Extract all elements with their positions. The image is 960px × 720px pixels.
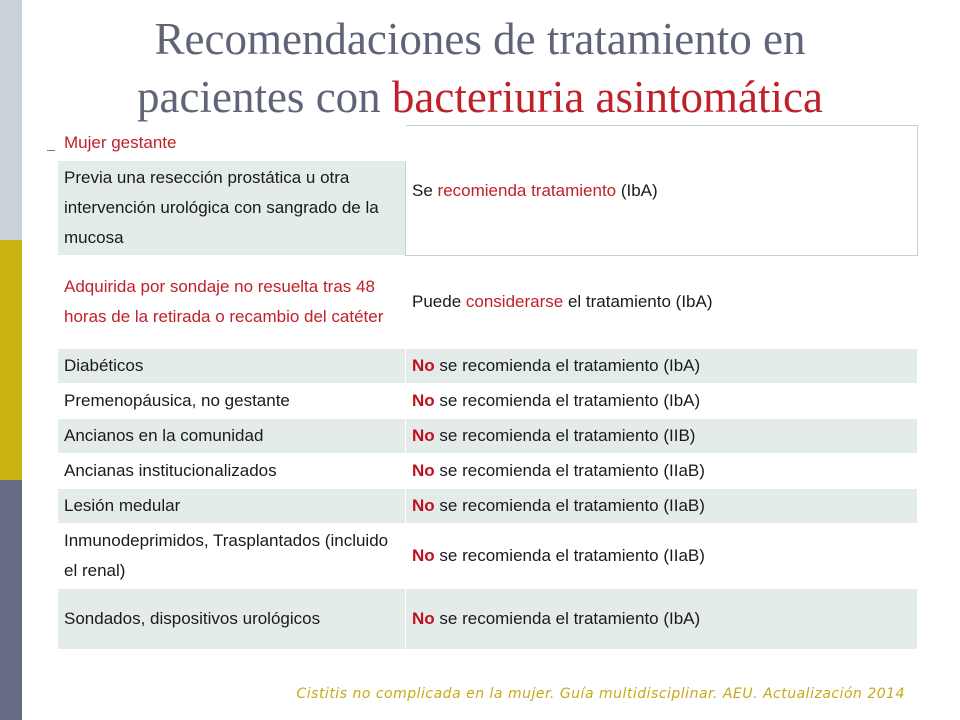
no-word: No [412,461,435,480]
rec-text: Puede [412,292,466,311]
recommendation-cell [406,419,918,454]
table-row [58,524,918,589]
rec-text: se recomienda el tratamiento (IIaB) [434,496,705,515]
sidebar-band-gold [0,240,22,480]
recommendations-table [57,125,918,650]
group-cell: Ancianos en la comunidad [58,419,406,454]
rec-highlight: recomienda tratamiento [437,180,617,200]
recommendation-cell [406,256,918,349]
group-cell: Lesión medular [58,489,406,524]
rec-text: se recomienda el tratamiento (IbA) [434,609,701,628]
title-line-1: Recomendaciones de tratamiento en [154,14,806,64]
sidebar-band-slate [0,480,22,720]
recommendation-cell-merged [406,126,918,256]
recommendation-cell [406,349,918,384]
group-cell: Sondados, dispositivos urológicos [58,589,406,650]
rec-text: Se [412,180,438,200]
recommendation-cell [406,589,918,650]
group-cell: Mujer gestante [58,126,406,161]
recommendation-cell [406,489,918,524]
table-row [58,419,918,454]
no-word: No [412,356,435,375]
left-sidebar-decoration [0,0,22,720]
title-line-2 [60,68,900,126]
no-word: No [412,426,435,445]
source-caption: Cistitis no complicada en la mujer. Guía multidisciplinar. AEU. Actualización 2014 [296,686,905,702]
no-word: No [412,496,435,515]
recommendation-cell [406,454,918,489]
group-cell: Previa una resección prostática u otra intervención urológica con sangrado de la mucosa [58,161,406,256]
title-underline-mark [47,150,55,151]
no-word: No [412,546,435,565]
table-row [58,589,918,650]
table-row [58,126,918,161]
group-cell: Inmunodeprimidos, Trasplantados (incluido el renal) [58,524,406,589]
rec-text: se recomienda el tratamiento (IbA) [434,356,701,375]
recommendation-cell [406,384,918,419]
table-row [58,384,918,419]
no-word: No [412,391,435,410]
rec-text: el tratamiento (IbA) [563,292,713,311]
sidebar-band-light [0,0,22,240]
table-row [58,454,918,489]
table-row [58,256,918,349]
rec-text: se recomienda el tratamiento (IbA) [434,391,701,410]
title-line-2-highlight: bacteriuria asintomática [391,72,823,122]
group-cell: Adquirida por sondaje no resuelta tras 48 horas de la retirada o recambio del catéter [58,256,406,349]
group-cell: Ancianas institucionalizados [58,454,406,489]
rec-text: (IbA) [616,180,658,200]
rec-text: se recomienda el tratamiento (IIB) [434,426,696,445]
rec-text: se recomienda el tratamiento (IIaB) [434,546,705,565]
rec-text: se recomienda el tratamiento (IIaB) [434,461,705,480]
table-row [58,489,918,524]
table-row [58,349,918,384]
slide-title [60,10,900,126]
group-cell: Premenopáusica, no gestante [58,384,406,419]
no-word: No [412,609,435,628]
group-cell: Diabéticos [58,349,406,384]
recommendation-cell [406,524,918,589]
title-line-2-prefix: pacientes con [137,72,392,122]
rec-highlight: considerarse [465,292,564,311]
